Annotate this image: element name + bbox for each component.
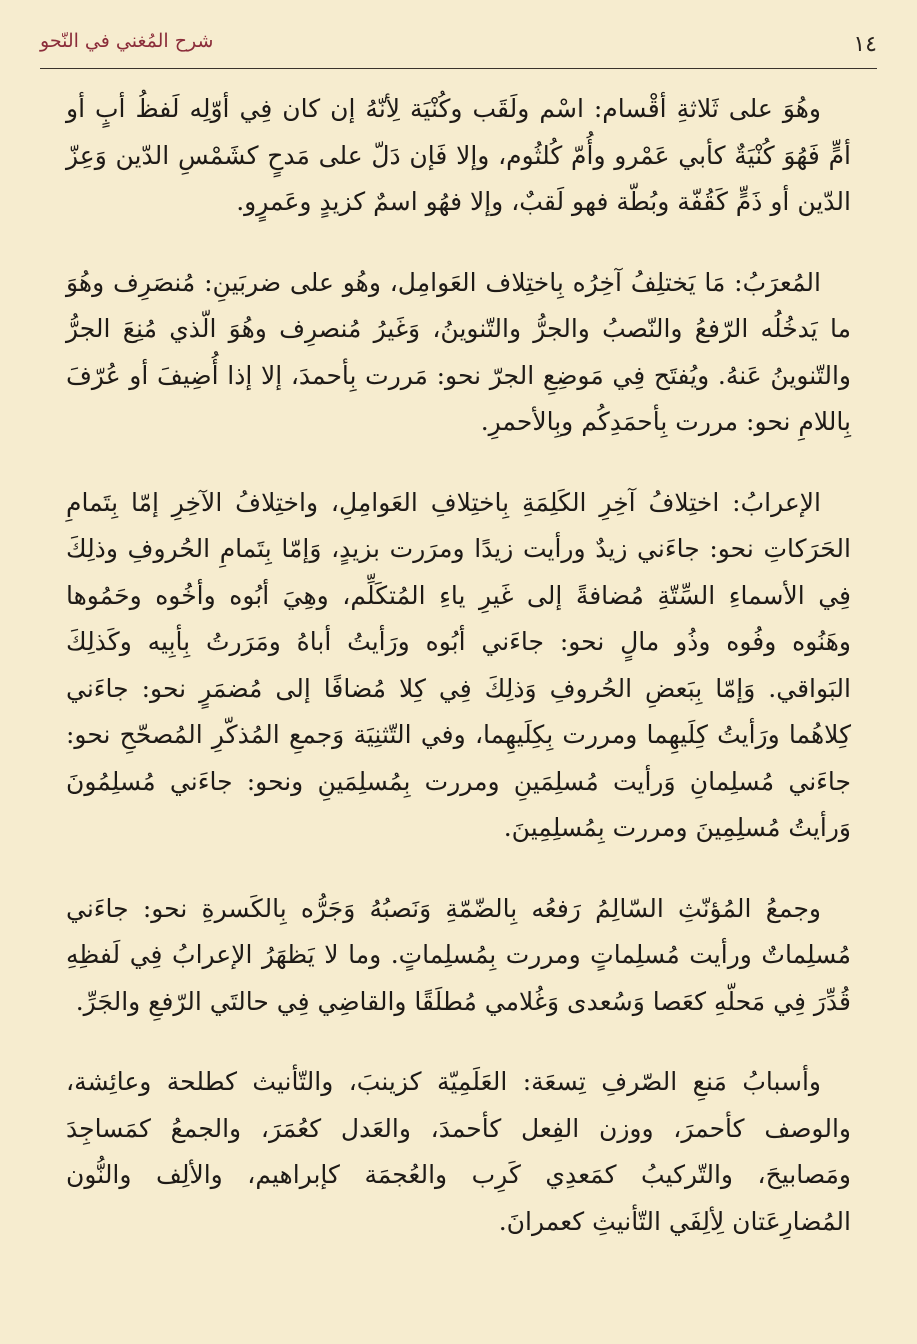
paragraph-name-types: وهُوَ على ثَلاثةِ أقْسام: اسْم ولَقَب وكُنْيَة لِأنّهُ إن كان فِي أوّلِه لَفظُ أبٍ أو أمٍّ فَهُوَ كُنْيَةٌ كأبي عَمْرو وأُمّ كُلثُوم، وإلا فَإن دَلّ على مَدحٍ كشَمْسِ الدّين وَعِزّ الدّين أو ذَمٍّ كَقُفّة وبُطّة فهو لَقبٌ، وإلا فهُو اسمٌ كزيدٍ وعَمرٍو.	[66, 94, 851, 216]
paragraph-murab: المُعرَبُ: مَا يَختلِفُ آخِرُه بِاختِلاف العَوامِل، وهُو على ضربَينِ: مُنصَرِف وهُوَ ما يَدخُلُه الرّفعُ والنّصبُ والجرُّ والتّنوينُ، وَغَيرُ مُنصرِف وهُوَ الّذي مُنِعَ الجرُّ والتّنوينُ عَنهُ. ويُفتَح فِي مَوضِعِ الجرّ نحو: مَررت بِأحمدَ، إلا إذا أُضِيفَ أو عُرّفَ بِاللامِ نحو: مررت بِأحمَدِكُم وبِالأحمرِ.	[66, 267, 851, 436]
paragraph-feminine-plural: وجمعُ المُؤنّثِ السّالِمُ رَفعُه بِالضّمّةِ وَنَصبُهُ وَجَرُّه بِالكَسرةِ نحو: جاءَني مُسلِماتٌ ورأيت مُسلِماتٍ ومررت بِمُسلِماتٍ. وما لا يَظهَرُ الإعرابُ فِي لَفظِهِ قُدِّرَ فِي مَحلّهِ كعَصا وَسُعدى وَغُلامي مُطلَقًا والقاضِي فِي حالتَي الرّفعِ والجَرِّ.	[66, 893, 851, 1016]
page-header	[40, 24, 877, 69]
running-title: شرح المُغني في النّحو	[40, 30, 214, 52]
paragraph-diptote-causes: وأسبابُ مَنعِ الصّرفِ تِسعَة: العَلَمِيّة كزينبَ، والتّأنيث كطلحة وعائِشة، والوصف كأحمرَ، ووزن الفِعل كأحمدَ، والعَدل كعُمَرَ، والجمعُ كمَساجِدَ ومَصابيحَ، والتّركيبُ كمَعدِي كَرِب والعُجمَة كإبراهيم، والألِف والنُّون المُضارِعَتان لِألِفَي التّأنيثِ كعمرانَ.	[66, 1067, 851, 1236]
main-text	[66, 86, 851, 1279]
page-number: ١٤	[853, 32, 877, 57]
paragraph-irab: الإعرابُ: اختِلافُ آخِرِ الكَلِمَةِ بِاختِلافِ العَوامِلِ، واختِلافُ الآخِرِ إمّا بِتَمامِ الحَرَكاتِ نحو: جاءَني زيدٌ ورأيت زيدًا ومرَرت بزيدٍ، وَإمّا بِتَمامِ الحُروفِ وذلِكَ فِي الأسماءِ السِّتّةِ مُضافةً إلى غَيرِ ياءِ المُتكَلِّم، وهِيَ أبُوه وأخُوه وحَمُوها وهَنُوه وفُوه وذُو مالٍ نحو: جاءَني أبُوه ورَأيتُ أباهُ ومَرَرتُ بِأبِيه وكَذلِكَ البَواقي. وَإمّا بِبَعضِ الحُروفِ وَذلِكَ فِي كِلا مُضافًا إلى مُضمَرٍ نحو: جاءَني كِلاهُما ورَأيتُ كِلَيهِما ومررت بِكِلَيهِما، وفي التّثنِيَة وَجمعِ المُذكّرِ المُصحّحِ نحو: جاءَني مُسلِمانِ وَرأيت مُسلِمَينِ ومررت بِمُسلِمَينِ ونحو: جاءَني مُسلِمُونَ وَرأيتُ مُسلِمِينَ ومررت بِمُسلِمِينَ.	[66, 487, 851, 842]
